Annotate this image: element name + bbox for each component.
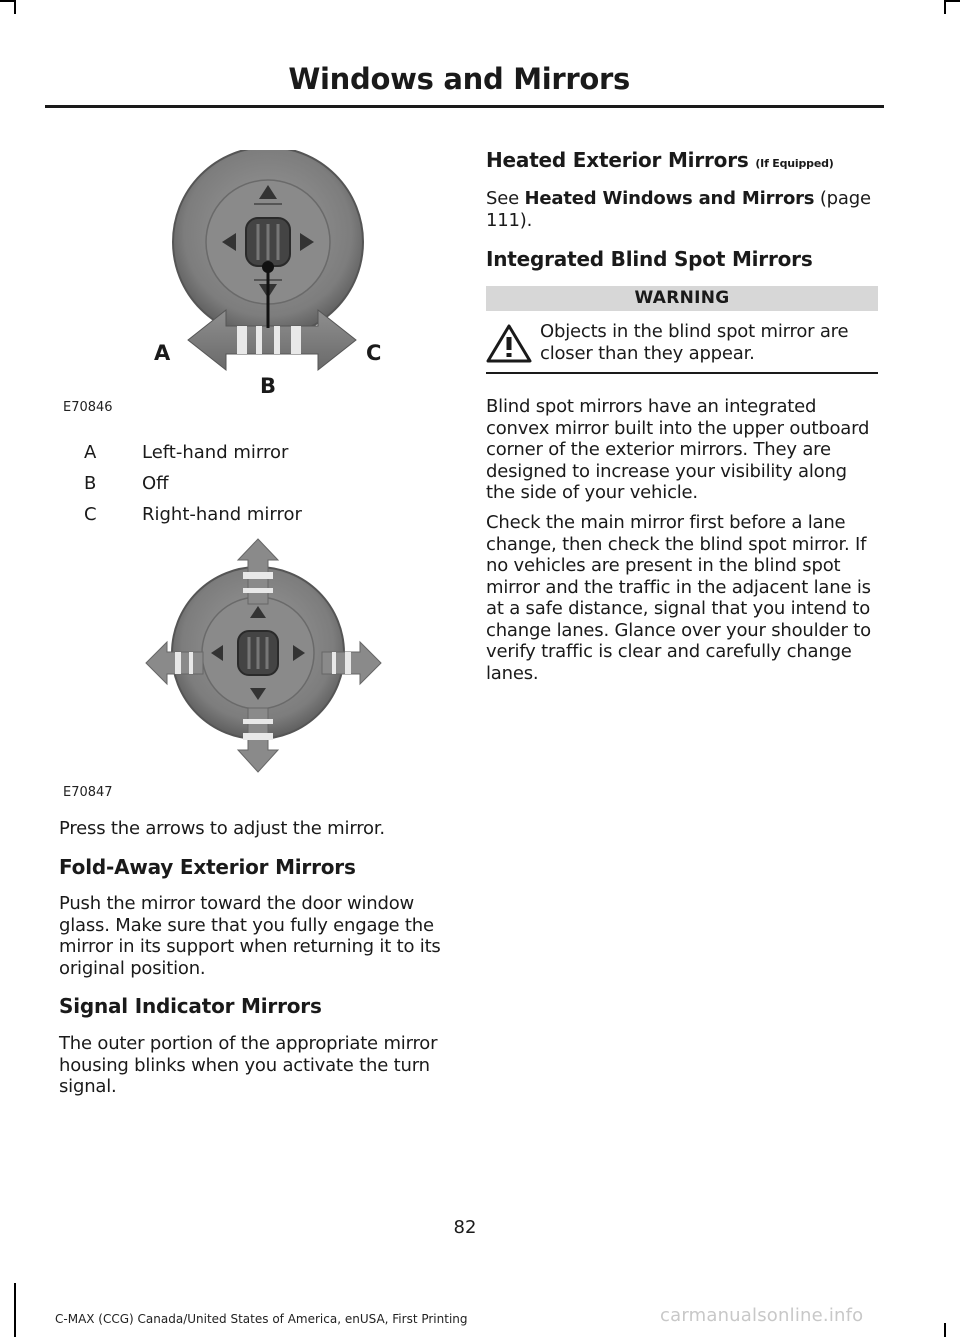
signal-text: The outer portion of the appropriate mirror housing blinks when you activate the turn signal. — [59, 1033, 438, 1097]
blind-section — [486, 247, 880, 271]
page-reference: (page 111). — [486, 188, 871, 231]
fold-section — [59, 855, 459, 879]
legend-key: A — [84, 442, 97, 463]
crop-mark — [944, 1323, 946, 1337]
legend-label: Left-hand mirror — [142, 442, 289, 463]
see-text: See — [486, 188, 519, 209]
signal-section — [59, 994, 459, 1018]
legend-row — [84, 504, 302, 525]
heated-heading — [486, 148, 880, 172]
callout-a: A — [154, 341, 171, 365]
title-rule — [45, 105, 884, 108]
heated-section — [486, 148, 880, 172]
warning-label: WARNING — [486, 286, 878, 311]
left-column — [59, 818, 459, 840]
adjust-instructions: Press the arrows to adjust the mirror. — [59, 818, 385, 839]
heated-heading-text: Heated Exterior Mirrors — [486, 148, 749, 172]
signal-heading: Signal Indicator Mirrors — [59, 994, 322, 1018]
legend-row — [84, 473, 169, 494]
legend-label: Off — [142, 473, 169, 494]
figure-code: E70846 — [63, 400, 113, 415]
crop-mark — [944, 0, 946, 14]
legend-key: C — [84, 504, 97, 525]
legend-key: B — [84, 473, 97, 494]
crop-mark — [14, 1283, 16, 1337]
legend-row — [84, 442, 288, 463]
legend-label: Right-hand mirror — [142, 504, 302, 525]
edition-text: C-MAX (CCG) Canada/United States of America, enUSA, First Printing — [55, 1312, 468, 1326]
fold-heading: Fold-Away Exterior Mirrors — [59, 855, 356, 879]
warning-rule — [486, 372, 878, 374]
warning-text: Objects in the blind spot mirror are closer than they appear. — [540, 321, 849, 364]
blind-text-2: Check the main mirror first before a lane change, then check the blind spot mirror. If no vehicles are present in the blind spot mirror and the traffic in the adjacent lane is at a safe distance, signal that you intend to change lanes. Glance over your shoulder to verify traffic is clear and carefully change lanes. — [486, 512, 871, 684]
fold-text: Push the mirror toward the door window glass. Make sure that you fully engage the mirror in its support when returning it to its original position. — [59, 893, 441, 979]
callout-b: B — [260, 374, 277, 398]
blind-text-1: Blind spot mirrors have an integrated convex mirror built into the upper outboard corner of the exterior mirrors. They are designed to increase your visibility along the side of your vehicle. — [486, 396, 870, 503]
warning-triangle-icon — [486, 324, 532, 364]
watermark: carmanualsonline.info — [660, 1305, 864, 1326]
crop-mark — [0, 0, 14, 2]
page-number: 82 — [453, 1217, 477, 1238]
signal-body — [59, 1033, 459, 1098]
callout-c: C — [366, 341, 382, 365]
blind-body-1 — [486, 396, 880, 504]
mirror-adjust-illustration — [145, 536, 385, 776]
crop-mark — [946, 0, 960, 2]
fold-body — [59, 893, 459, 979]
heated-text — [486, 188, 880, 231]
if-equipped-note: (If Equipped) — [755, 157, 834, 170]
blind-body-2 — [486, 512, 880, 684]
crop-mark — [14, 0, 16, 14]
page-title: Windows and Mirrors — [288, 62, 630, 96]
heated-body — [486, 188, 880, 231]
blind-heading: Integrated Blind Spot Mirrors — [486, 247, 813, 271]
heated-link[interactable]: Heated Windows and Mirrors — [524, 188, 815, 209]
figure-code: E70847 — [63, 785, 113, 800]
